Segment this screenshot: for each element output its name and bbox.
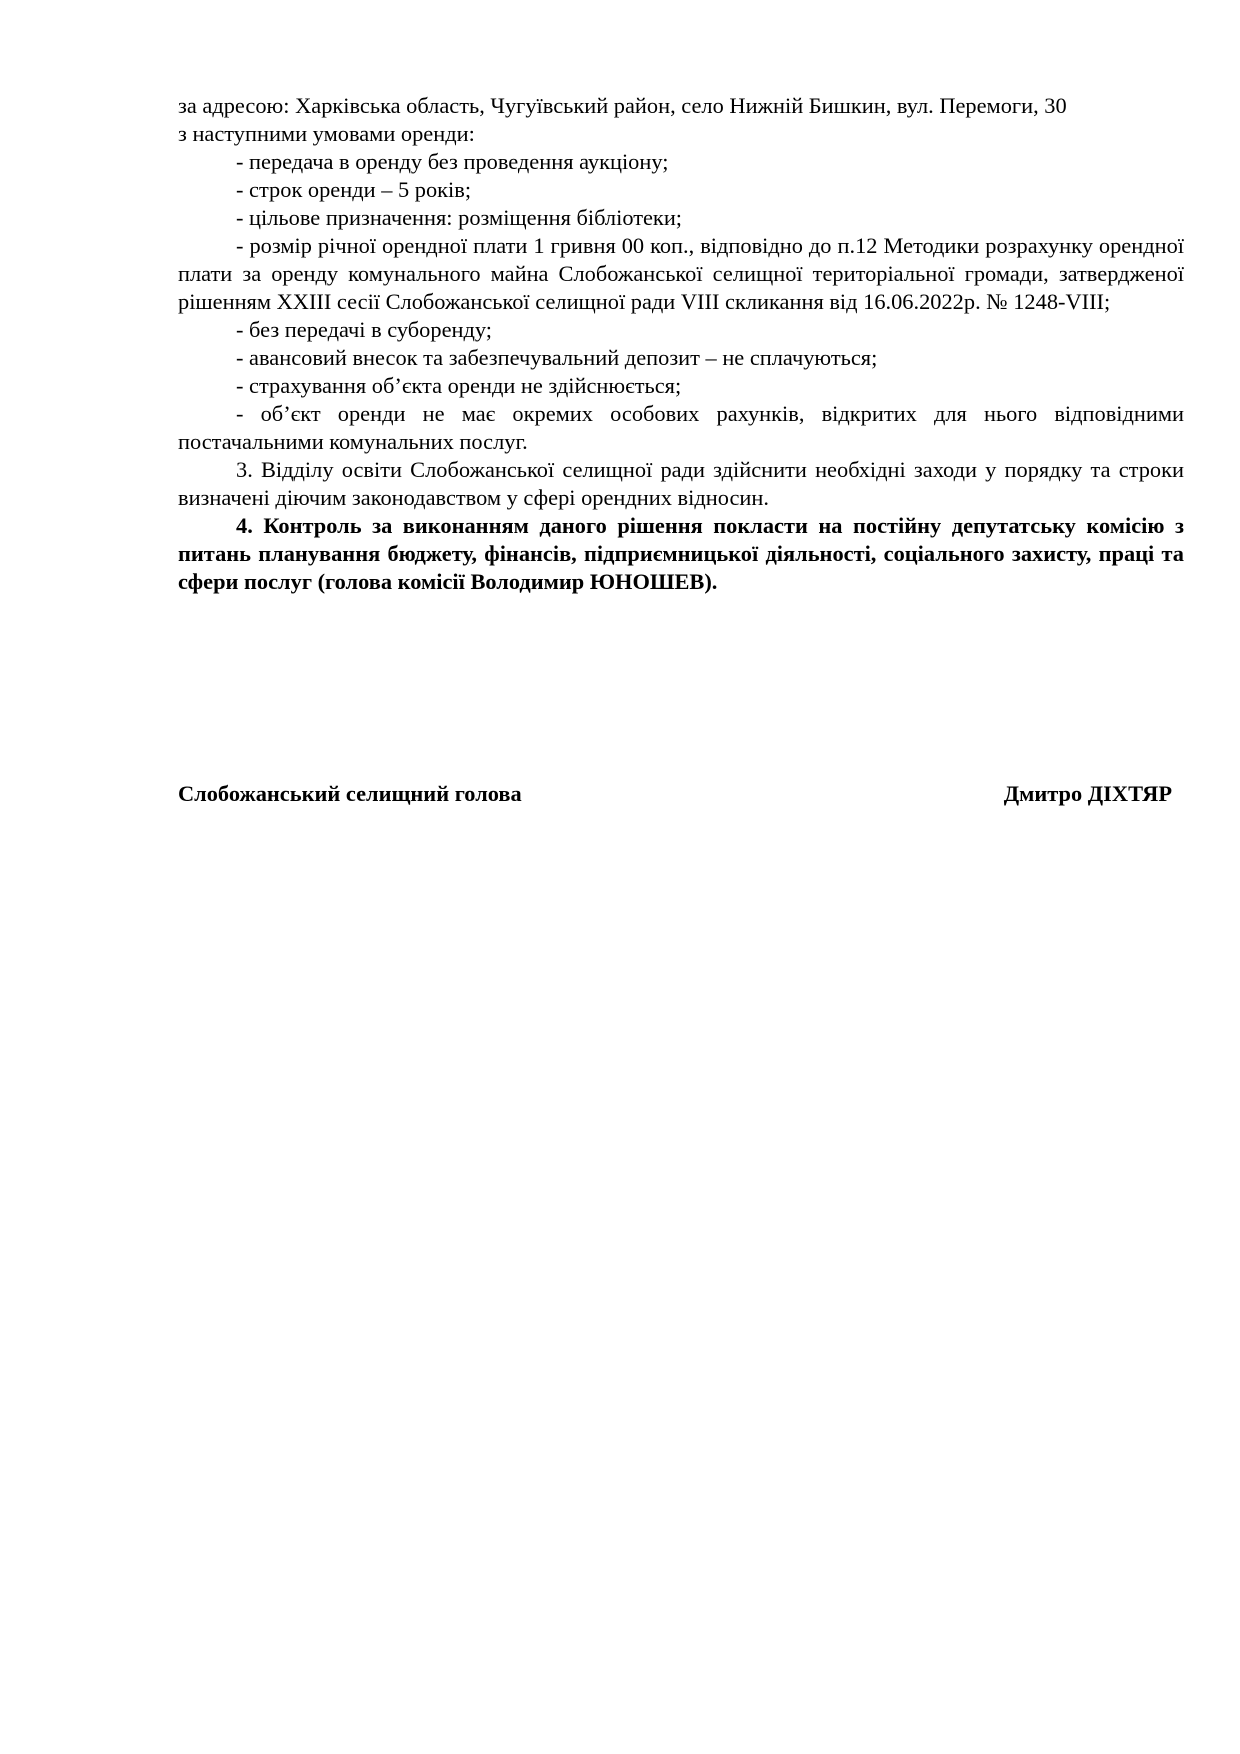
condition-utility-accounts: - об’єкт оренди не має окремих особових рахунків, відкритих для нього відповідними постачальними комунальних послуг. — [178, 401, 1184, 454]
signature-name: Дмитро ДІХТЯР — [1003, 781, 1172, 806]
paragraph-address: за адресою: Харківська область, Чугуївський район, село Нижній Бишкин, вул. Перемоги, 30 — [178, 93, 1067, 118]
condition-insurance: - страхування об’єкта оренди не здійснюється; — [236, 373, 682, 398]
condition-no-auction: - передача в оренду без проведення аукціону; — [236, 149, 669, 174]
condition-lease-term: - строк оренди – 5 років; — [236, 177, 472, 202]
paragraph-item-3: 3. Відділу освіти Слобожанської селищної ради здійснити необхідні заходи у порядку та строки визначені діючим законодавством у сфері орендних відносин. — [178, 457, 1184, 510]
condition-no-sublease: - без передачі в суборенду; — [236, 317, 493, 342]
signature-block — [178, 780, 1172, 808]
paragraph-item-4-control: 4. Контроль за виконанням даного рішення покласти на постійну депутатську комісію з питань планування бюджету, фінансів, підприємницької діяльності, соціального захисту, праці та сфери послуг (голова комісії Володимир ЮНОШЕВ). — [178, 513, 1184, 594]
document-body — [178, 92, 1184, 596]
condition-purpose: - цільове призначення: розміщення бібліотеки; — [236, 205, 683, 230]
condition-rent-amount: - розмір річної орендної плати 1 гривня 00 коп., відповідно до п.12 Методики розрахунку орендної плати за оренду комунального майна Слобожанської селищної територіальної громади, затвердженої рішенням XXIII сесії Слобожанської селищної ради VIII скликання від 16.06.2022р. № 1248-VIII; — [178, 233, 1184, 314]
condition-deposit: - авансовий внесок та забезпечувальний депозит – не сплачуються; — [236, 345, 878, 370]
signature-position: Слобожанський селищний голова — [178, 781, 522, 806]
paragraph-conditions-intro: з наступними умовами оренди: — [178, 121, 475, 146]
